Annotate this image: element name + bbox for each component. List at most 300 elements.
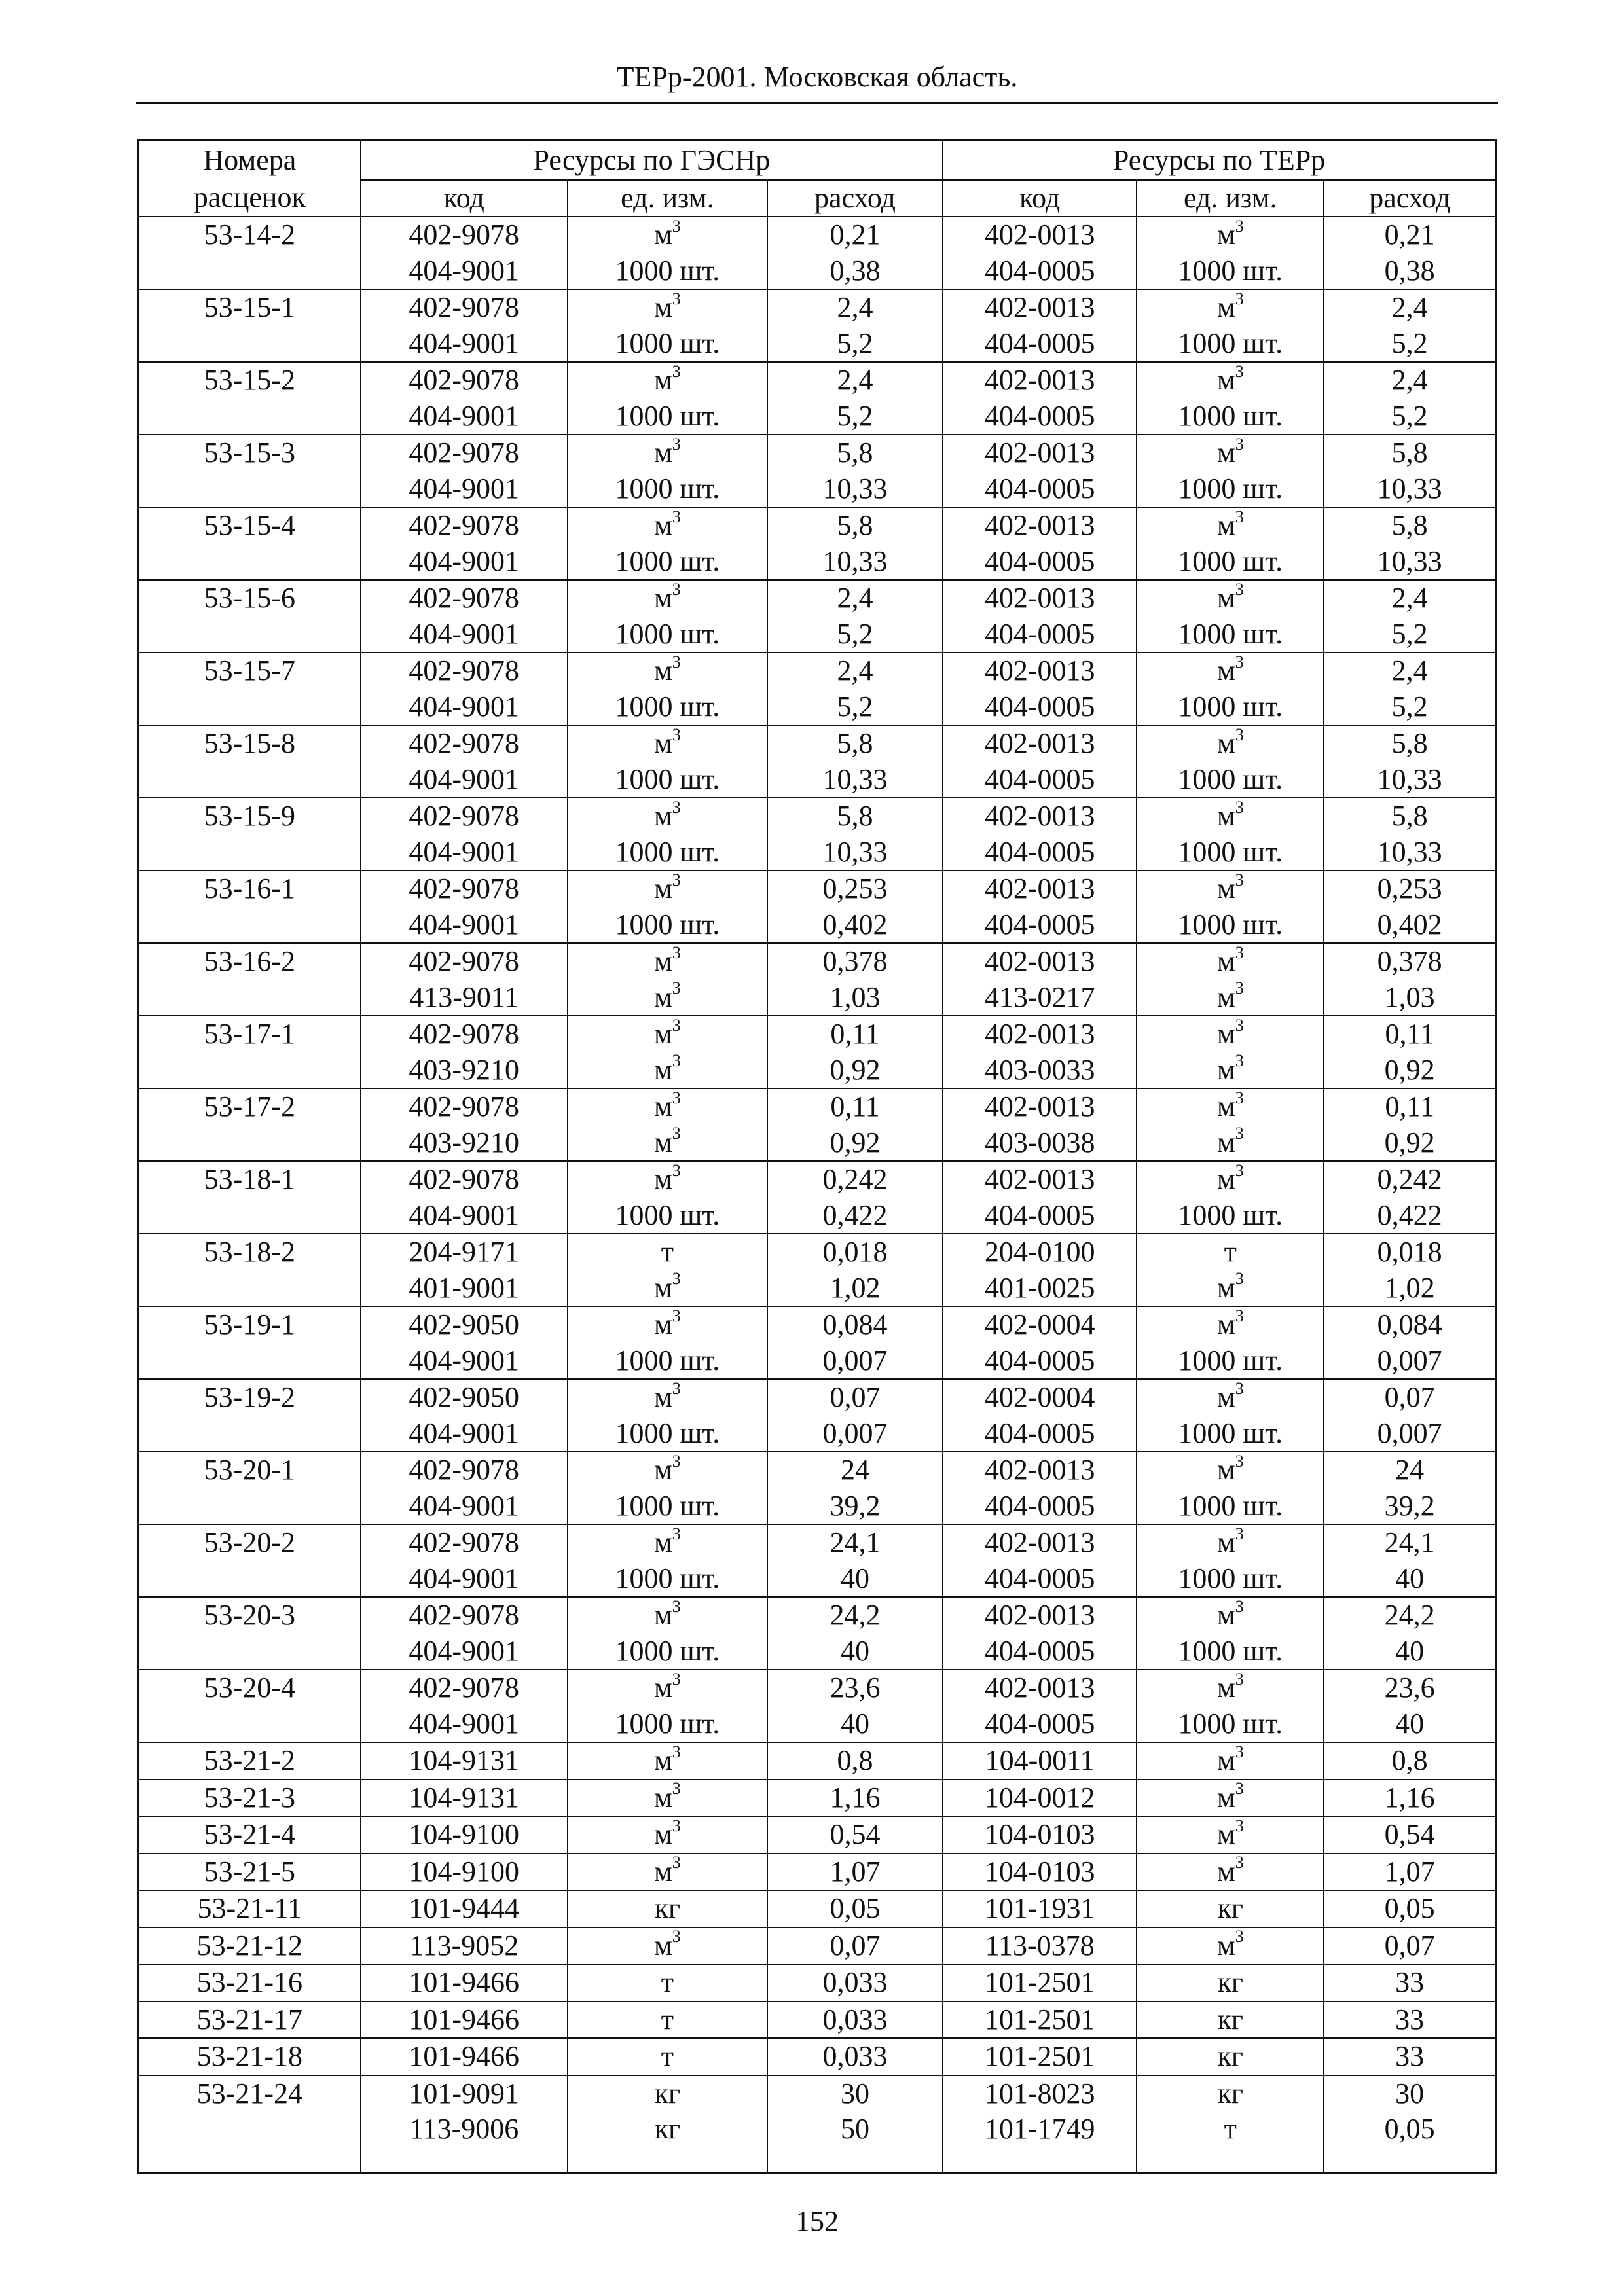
gesn-unit	[568, 1306, 767, 1343]
rate-number: 53-15-1	[139, 289, 361, 326]
unit-label: м	[1216, 1090, 1235, 1123]
table-row	[139, 1306, 1496, 1343]
unit-label: м	[1216, 1929, 1235, 1962]
unit-label: м	[1216, 1781, 1235, 1814]
unit-label: м	[1216, 1271, 1235, 1304]
col-ter-qty: расход	[1324, 180, 1495, 217]
gesn-code: 402-9078	[361, 1670, 568, 1706]
ter-qty: 1,16	[1324, 1780, 1495, 1817]
unit-label: кг	[1217, 2077, 1243, 2109]
gesn-qty: 0,07	[767, 1928, 943, 1965]
table-row	[139, 943, 1496, 980]
rate-number	[139, 2111, 361, 2147]
ter-code: 403-0038	[943, 1125, 1137, 1162]
table-row	[139, 1524, 1496, 1561]
table-row	[139, 907, 1496, 944]
unit-exponent: 3	[1235, 1596, 1244, 1616]
gesn-unit	[568, 2001, 767, 2039]
unit-exponent: 3	[1235, 1742, 1244, 1761]
ter-unit	[1137, 1561, 1324, 1598]
unit-label: м	[653, 1381, 672, 1414]
ter-qty: 0,422	[1324, 1198, 1495, 1234]
unit-exponent: 3	[672, 652, 681, 672]
ter-qty: 24	[1324, 1452, 1495, 1488]
table-row	[139, 980, 1496, 1016]
ter-qty: 0,378	[1324, 943, 1495, 980]
table-row	[139, 1670, 1496, 1706]
ter-unit	[1137, 253, 1324, 290]
gesn-qty: 10,33	[767, 471, 943, 508]
unit-exponent: 3	[1235, 1853, 1244, 1873]
gesn-qty: 0,11	[767, 1088, 943, 1125]
gesn-code: 401-9001	[361, 1270, 568, 1307]
unit-exponent: 3	[1235, 870, 1244, 889]
unit-label: м	[653, 1599, 672, 1632]
unit-label: м	[653, 655, 672, 687]
gesn-code: 113-9006	[361, 2111, 568, 2147]
gesn-qty: 0,92	[767, 1052, 943, 1089]
ter-qty: 5,8	[1324, 507, 1495, 544]
gesn-code: 404-9001	[361, 1198, 568, 1234]
gesn-qty: 0,033	[767, 2001, 943, 2039]
gesn-qty: 24	[767, 1452, 943, 1488]
unit-label: 1000 шт.	[1178, 399, 1283, 432]
rate-number	[139, 1270, 361, 1307]
unit-label: м	[1216, 509, 1235, 542]
gesn-qty: 2,4	[767, 289, 943, 326]
ter-unit	[1137, 399, 1324, 435]
gesn-code: 404-9001	[361, 471, 568, 508]
unit-label: м	[1216, 437, 1235, 469]
gesn-code: 104-9100	[361, 1854, 568, 1891]
gesn-code: 413-9011	[361, 980, 568, 1016]
unit-label: 1000 шт.	[615, 1416, 720, 1449]
unit-exponent: 3	[672, 1124, 681, 1143]
ter-unit	[1137, 1016, 1324, 1052]
gesn-unit	[568, 1270, 767, 1307]
ter-code: 404-0005	[943, 1488, 1137, 1525]
unit-exponent: 3	[1235, 1779, 1244, 1799]
unit-label: м	[653, 1053, 672, 1086]
ter-unit	[1137, 1161, 1324, 1198]
rate-number: 53-18-2	[139, 1234, 361, 1270]
ter-unit	[1137, 1234, 1324, 1270]
ter-code: 402-0013	[943, 1161, 1137, 1198]
gesn-unit	[568, 1597, 767, 1634]
ter-qty: 0,05	[1324, 2111, 1495, 2147]
rate-number: 53-15-2	[139, 362, 361, 399]
table-row	[139, 653, 1496, 689]
ter-code: 401-0025	[943, 1270, 1137, 1307]
table-row	[139, 1816, 1496, 1854]
ter-unit	[1137, 1854, 1324, 1891]
table-row	[139, 798, 1496, 834]
table-row	[139, 507, 1496, 544]
gesn-code: 402-9078	[361, 507, 568, 544]
ter-code: 402-0013	[943, 1452, 1137, 1488]
unit-label: м	[1216, 1053, 1235, 1086]
gesn-unit	[568, 617, 767, 653]
unit-exponent: 3	[1235, 1051, 1244, 1071]
gesn-qty: 0,8	[767, 1742, 943, 1780]
gesn-code: 404-9001	[361, 834, 568, 871]
table-row	[139, 362, 1496, 399]
unit-label: 1000 шт.	[1178, 1562, 1283, 1594]
ter-code: 404-0005	[943, 689, 1137, 726]
gesn-code: 113-9052	[361, 1928, 568, 1965]
ter-code: 404-0005	[943, 253, 1137, 290]
gesn-qty: 5,2	[767, 326, 943, 363]
ter-code: 402-0013	[943, 798, 1137, 834]
ter-qty: 33	[1324, 2001, 1495, 2039]
table-row	[139, 1452, 1496, 1488]
col-gesn-code: код	[361, 180, 568, 217]
ter-qty: 0,253	[1324, 870, 1495, 907]
gesn-code: 402-9078	[361, 580, 568, 617]
ter-qty: 1,03	[1324, 980, 1495, 1016]
unit-label: 1000 шт.	[615, 1562, 720, 1594]
ter-code: 101-2501	[943, 2001, 1137, 2039]
gesn-code: 404-9001	[361, 1488, 568, 1525]
table-row	[139, 471, 1496, 508]
unit-label: м	[653, 980, 672, 1013]
rate-number: 53-21-5	[139, 1854, 361, 1891]
ter-qty: 5,8	[1324, 435, 1495, 471]
ter-unit	[1137, 544, 1324, 581]
gesn-qty: 5,8	[767, 507, 943, 544]
unit-label: м	[1216, 1744, 1235, 1777]
unit-exponent: 3	[1235, 942, 1244, 962]
ter-unit	[1137, 289, 1324, 326]
unit-exponent: 3	[1235, 1269, 1244, 1289]
unit-exponent: 3	[1235, 1306, 1244, 1325]
unit-exponent: 3	[1235, 1088, 1244, 1107]
ter-unit	[1137, 1052, 1324, 1089]
ter-qty: 0,07	[1324, 1928, 1495, 1965]
gesn-unit	[568, 1964, 767, 2001]
ter-qty: 2,4	[1324, 289, 1495, 326]
gesn-unit	[568, 870, 767, 907]
table-row	[139, 1597, 1496, 1634]
ter-unit	[1137, 1306, 1324, 1343]
table-row	[139, 580, 1496, 617]
gesn-unit	[568, 1524, 767, 1561]
ter-qty: 30	[1324, 2075, 1495, 2112]
table-row	[139, 1854, 1496, 1891]
ter-code: 402-0013	[943, 870, 1137, 907]
unit-label: 1000 шт.	[615, 327, 720, 359]
unit-label: м	[1216, 1381, 1235, 1414]
unit-label: м	[653, 1126, 672, 1158]
unit-label: 1000 шт.	[615, 1489, 720, 1522]
unit-exponent: 3	[1235, 216, 1244, 236]
unit-label: 1000 шт.	[1178, 1344, 1283, 1376]
unit-label: м	[653, 800, 672, 833]
gesn-qty: 0,07	[767, 1379, 943, 1416]
ter-code: 204-0100	[943, 1234, 1137, 1270]
ter-unit	[1137, 1198, 1324, 1234]
gesn-code: 104-9100	[361, 1816, 568, 1854]
gesn-unit	[568, 762, 767, 798]
gesn-code: 101-9091	[361, 2075, 568, 2112]
unit-label: 1000 шт.	[615, 1344, 720, 1376]
ter-code: 404-0005	[943, 1561, 1137, 1598]
gesn-unit	[568, 1416, 767, 1452]
ter-qty: 5,8	[1324, 798, 1495, 834]
ter-code: 104-0103	[943, 1854, 1137, 1891]
gesn-unit	[568, 1488, 767, 1525]
ter-code: 404-0005	[943, 1343, 1137, 1380]
ter-unit	[1137, 1379, 1324, 1416]
ter-unit	[1137, 1670, 1324, 1706]
unit-exponent: 3	[672, 1378, 681, 1398]
ter-qty: 0,084	[1324, 1306, 1495, 1343]
ter-code: 404-0005	[943, 617, 1137, 653]
col-gesn-unit: ед. изм.	[568, 180, 767, 217]
ter-qty: 5,8	[1324, 725, 1495, 762]
table-row	[139, 1234, 1496, 1270]
table-row	[139, 2001, 1496, 2039]
unit-label: м	[1216, 872, 1235, 905]
gesn-code: 404-9001	[361, 1561, 568, 1598]
rate-number: 53-16-2	[139, 943, 361, 980]
ter-qty: 5,2	[1324, 326, 1495, 363]
unit-label: м	[1216, 1126, 1235, 1158]
padding-cell	[139, 2147, 361, 2174]
gesn-qty: 10,33	[767, 834, 943, 871]
gesn-qty: 1,16	[767, 1780, 943, 1817]
gesn-qty: 2,4	[767, 362, 943, 399]
rate-number	[139, 907, 361, 944]
unit-label: 1000 шт.	[615, 617, 720, 650]
unit-exponent: 3	[1235, 978, 1244, 998]
unit-exponent: 3	[672, 1853, 681, 1873]
rate-number	[139, 1052, 361, 1089]
unit-label: м	[653, 945, 672, 978]
ter-qty: 5,2	[1324, 399, 1495, 435]
ter-code: 402-0004	[943, 1379, 1137, 1416]
ter-qty: 5,2	[1324, 617, 1495, 653]
table-row	[139, 689, 1496, 726]
gesn-unit	[568, 1890, 767, 1928]
unit-label: м	[1216, 1526, 1235, 1559]
rate-number	[139, 253, 361, 290]
rate-number: 53-20-3	[139, 1597, 361, 1634]
unit-exponent: 3	[672, 289, 681, 308]
unit-label: м	[653, 1163, 672, 1196]
unit-label: кг	[1217, 1966, 1243, 1999]
ter-qty: 0,54	[1324, 1816, 1495, 1854]
col-ter-unit: ед. изм.	[1137, 180, 1324, 217]
gesn-qty: 0,033	[767, 1964, 943, 2001]
unit-label: м	[653, 872, 672, 905]
gesn-unit	[568, 1670, 767, 1706]
col-ter-code: код	[943, 180, 1137, 217]
table-row	[139, 1161, 1496, 1198]
unit-label: м	[1216, 1454, 1235, 1486]
ter-code: 402-0013	[943, 1524, 1137, 1561]
unit-exponent: 3	[1235, 1451, 1244, 1471]
ter-unit	[1137, 907, 1324, 944]
gesn-code: 403-9210	[361, 1125, 568, 1162]
ter-qty: 1,07	[1324, 1854, 1495, 1891]
unit-label: 1000 шт.	[615, 399, 720, 432]
padding-cell	[1137, 2147, 1324, 2174]
ter-unit	[1137, 1125, 1324, 1162]
unit-exponent: 3	[672, 1669, 681, 1689]
ter-code: 402-0013	[943, 1016, 1137, 1052]
rate-number: 53-15-9	[139, 798, 361, 834]
gesn-qty: 2,4	[767, 580, 943, 617]
ter-unit	[1137, 1597, 1324, 1634]
unit-label: м	[1216, 1308, 1235, 1341]
table-row	[139, 399, 1496, 435]
unit-exponent: 3	[672, 1524, 681, 1543]
ter-unit	[1137, 326, 1324, 363]
ter-code: 413-0217	[943, 980, 1137, 1016]
ter-code: 402-0013	[943, 943, 1137, 980]
rate-number: 53-21-17	[139, 2001, 361, 2039]
gesn-unit	[568, 907, 767, 944]
table-row	[139, 1706, 1496, 1743]
rate-number	[139, 834, 361, 871]
unit-exponent: 3	[1235, 652, 1244, 672]
table-row	[139, 1416, 1496, 1452]
rate-number	[139, 1198, 361, 1234]
gesn-qty: 0,21	[767, 217, 943, 253]
ter-code: 101-8023	[943, 2075, 1137, 2112]
unit-label: 1000 шт.	[1178, 327, 1283, 359]
ter-qty: 0,05	[1324, 1890, 1495, 1928]
gesn-qty: 0,402	[767, 907, 943, 944]
gesn-unit	[568, 653, 767, 689]
unit-exponent: 3	[1235, 289, 1244, 308]
ter-qty: 0,402	[1324, 907, 1495, 944]
unit-label: м	[1216, 1855, 1235, 1888]
gesn-code: 404-9001	[361, 544, 568, 581]
ter-code: 402-0013	[943, 289, 1137, 326]
ter-qty: 40	[1324, 1634, 1495, 1670]
table-row	[139, 289, 1496, 326]
unit-label: м	[653, 437, 672, 469]
ter-qty: 40	[1324, 1706, 1495, 1743]
unit-exponent: 3	[672, 579, 681, 599]
ter-code: 404-0005	[943, 1416, 1137, 1452]
ter-qty: 0,38	[1324, 253, 1495, 290]
gesn-qty: 5,2	[767, 399, 943, 435]
ter-qty: 0,007	[1324, 1343, 1495, 1380]
gesn-qty: 5,8	[767, 435, 943, 471]
rate-number: 53-15-4	[139, 507, 361, 544]
ter-code: 404-0005	[943, 834, 1137, 871]
unit-exponent: 3	[672, 1451, 681, 1471]
ter-unit	[1137, 1816, 1324, 1854]
unit-label: м	[653, 1781, 672, 1814]
gesn-qty: 2,4	[767, 653, 943, 689]
rate-number: 53-18-1	[139, 1161, 361, 1198]
gesn-code: 101-9466	[361, 2001, 568, 2039]
ter-qty: 0,92	[1324, 1125, 1495, 1162]
gesn-qty: 1,02	[767, 1270, 943, 1307]
unit-label: 1000 шт.	[615, 762, 720, 795]
ter-code: 403-0033	[943, 1052, 1137, 1089]
rate-number	[139, 471, 361, 508]
ter-unit	[1137, 689, 1324, 726]
ter-code: 104-0103	[943, 1816, 1137, 1854]
unit-label: т	[661, 1236, 674, 1268]
ter-code: 402-0004	[943, 1306, 1137, 1343]
ter-qty: 23,6	[1324, 1670, 1495, 1706]
ter-code: 101-1749	[943, 2111, 1137, 2147]
gesn-code: 402-9078	[361, 1088, 568, 1125]
table-row	[139, 217, 1496, 253]
unit-label: 1000 шт.	[1178, 1707, 1283, 1740]
gesn-unit	[568, 1234, 767, 1270]
unit-exponent: 3	[672, 1596, 681, 1616]
ter-unit	[1137, 617, 1324, 653]
ter-qty: 0,07	[1324, 1379, 1495, 1416]
table-row	[139, 1270, 1496, 1307]
ter-unit	[1137, 2038, 1324, 2075]
unit-label: м	[1216, 582, 1235, 615]
ter-code: 104-0011	[943, 1742, 1137, 1780]
ter-code: 402-0013	[943, 580, 1137, 617]
unit-label: 1000 шт.	[1178, 545, 1283, 577]
gesn-unit	[568, 217, 767, 253]
gesn-unit	[568, 980, 767, 1016]
ter-unit	[1137, 1964, 1324, 2001]
ter-qty: 10,33	[1324, 544, 1495, 581]
gesn-unit	[568, 943, 767, 980]
group-ter-header: Ресурсы по ТЕРр	[943, 141, 1495, 181]
unit-label: м	[1216, 1163, 1235, 1196]
table-row	[139, 1343, 1496, 1380]
rate-number: 53-21-3	[139, 1780, 361, 1817]
table-row	[139, 1198, 1496, 1234]
ter-code: 404-0005	[943, 399, 1137, 435]
gesn-qty: 24,2	[767, 1597, 943, 1634]
table-row	[139, 1016, 1496, 1052]
ter-qty: 0,018	[1324, 1234, 1495, 1270]
unit-exponent: 3	[672, 1269, 681, 1289]
gesn-qty: 40	[767, 1561, 943, 1598]
ter-unit	[1137, 1634, 1324, 1670]
gesn-code: 402-9078	[361, 725, 568, 762]
rate-number	[139, 689, 361, 726]
table-row	[139, 253, 1496, 290]
gesn-qty: 39,2	[767, 1488, 943, 1525]
gesn-qty: 0,05	[767, 1890, 943, 1928]
ter-code: 402-0013	[943, 435, 1137, 471]
ter-qty: 0,11	[1324, 1088, 1495, 1125]
gesn-unit	[568, 1634, 767, 1670]
gesn-code: 402-9078	[361, 1524, 568, 1561]
unit-label: 1000 шт.	[1178, 254, 1283, 287]
unit-label: 1000 шт.	[615, 254, 720, 287]
ter-code: 402-0013	[943, 362, 1137, 399]
gesn-qty: 5,8	[767, 725, 943, 762]
ter-code: 404-0005	[943, 544, 1137, 581]
gesn-unit	[568, 1706, 767, 1743]
unit-label: м	[653, 291, 672, 324]
ter-code: 402-0013	[943, 653, 1137, 689]
ter-unit	[1137, 980, 1324, 1016]
gesn-code: 402-9078	[361, 1597, 568, 1634]
gesn-unit	[568, 435, 767, 471]
gesn-code: 404-9001	[361, 689, 568, 726]
gesn-unit	[568, 1742, 767, 1780]
gesn-code: 101-9466	[361, 2038, 568, 2075]
